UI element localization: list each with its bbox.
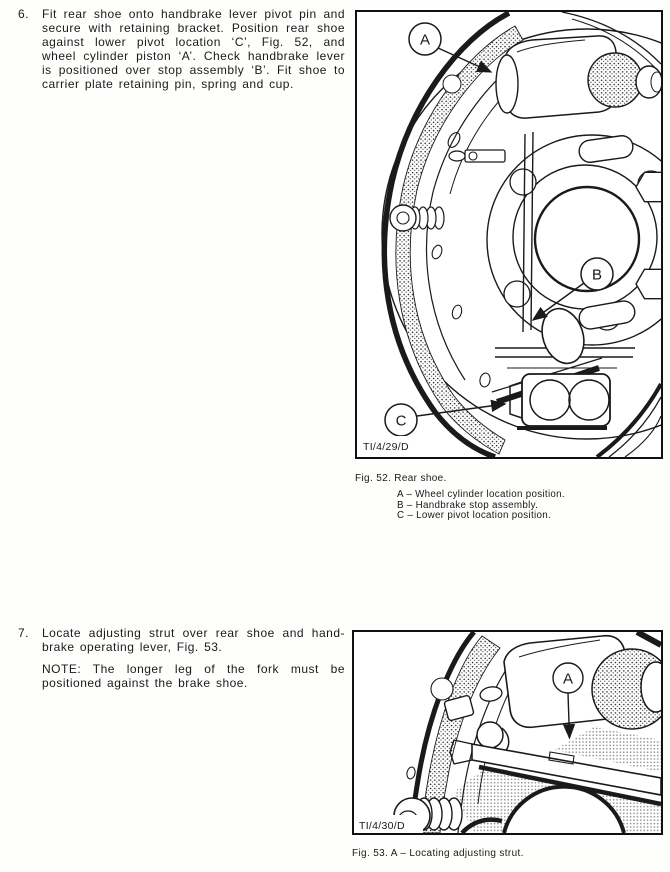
cylinder-piston	[636, 66, 661, 98]
pivot-pin	[479, 685, 503, 703]
callout-b-letter: B	[591, 266, 603, 284]
plate-hole	[451, 304, 463, 320]
figure-53-caption: Fig. 53. A – Locating adjusting strut.	[352, 848, 524, 859]
lining-notch	[443, 75, 461, 93]
figure-53	[352, 630, 663, 835]
legend-item-a: A – Wheel cylinder location position.	[397, 489, 565, 500]
lever-bracket	[465, 150, 505, 162]
bolt-hole	[504, 281, 530, 307]
figure-52	[355, 10, 663, 459]
stud	[578, 299, 637, 330]
figure-52-illustration	[357, 12, 661, 457]
legend-item-c: C – Lower pivot location position.	[397, 510, 551, 522]
figure-52-legend	[397, 490, 565, 522]
corner-dark-band	[637, 632, 661, 645]
step-6-number: 6.	[18, 7, 29, 21]
step-7-number: 7.	[18, 626, 29, 640]
hex-bolt	[636, 269, 661, 298]
callout-c-letter: C	[395, 412, 407, 430]
cylinder-boot	[588, 53, 642, 107]
figure-53-illustration	[354, 632, 661, 833]
figure-52-reference: TI/4/29/D	[363, 441, 409, 453]
plate-hole	[479, 372, 491, 388]
plate-hole	[406, 766, 416, 779]
step-6	[18, 7, 345, 91]
callout-a-letter: A	[562, 670, 574, 688]
figure-52-caption: Fig. 52. Rear shoe.	[355, 473, 447, 484]
drum-arc-bottom-right-3	[625, 416, 661, 457]
step-7-note: NOTE: The longer leg of the fork must be positioned against the brake shoe.	[42, 662, 345, 690]
step-6-text: Fit rear shoe onto handbrake lever pivot pin and secure with retaining bracket. Position rear shoe against lower pivot location ‘C’, Fig. 52, and wheel cylinder piston ‘A’. Check handbrake lever is positioned over stop assembly ‘B’. Fit shoe to carrier plate retaining pin, spring and cup.	[42, 7, 345, 91]
step-7	[18, 626, 345, 690]
drum-arc-bottom-right-2	[609, 397, 661, 457]
step-7-text: Locate adjusting strut over rear shoe and hand-brake operating lever, Fig. 53.	[42, 626, 345, 654]
cylinder-end-cap	[496, 55, 518, 113]
stud	[578, 134, 635, 163]
lining-notch	[431, 678, 453, 700]
lever-pin	[449, 151, 465, 161]
legend-item-b: B – Handbrake stop assembly.	[397, 499, 539, 511]
plate-hole	[430, 244, 443, 260]
figure-53-reference: TI/4/30/D	[359, 820, 405, 832]
adjuster-head	[390, 205, 416, 231]
lever-eye	[477, 722, 503, 748]
callout-a-letter: A	[419, 31, 431, 49]
